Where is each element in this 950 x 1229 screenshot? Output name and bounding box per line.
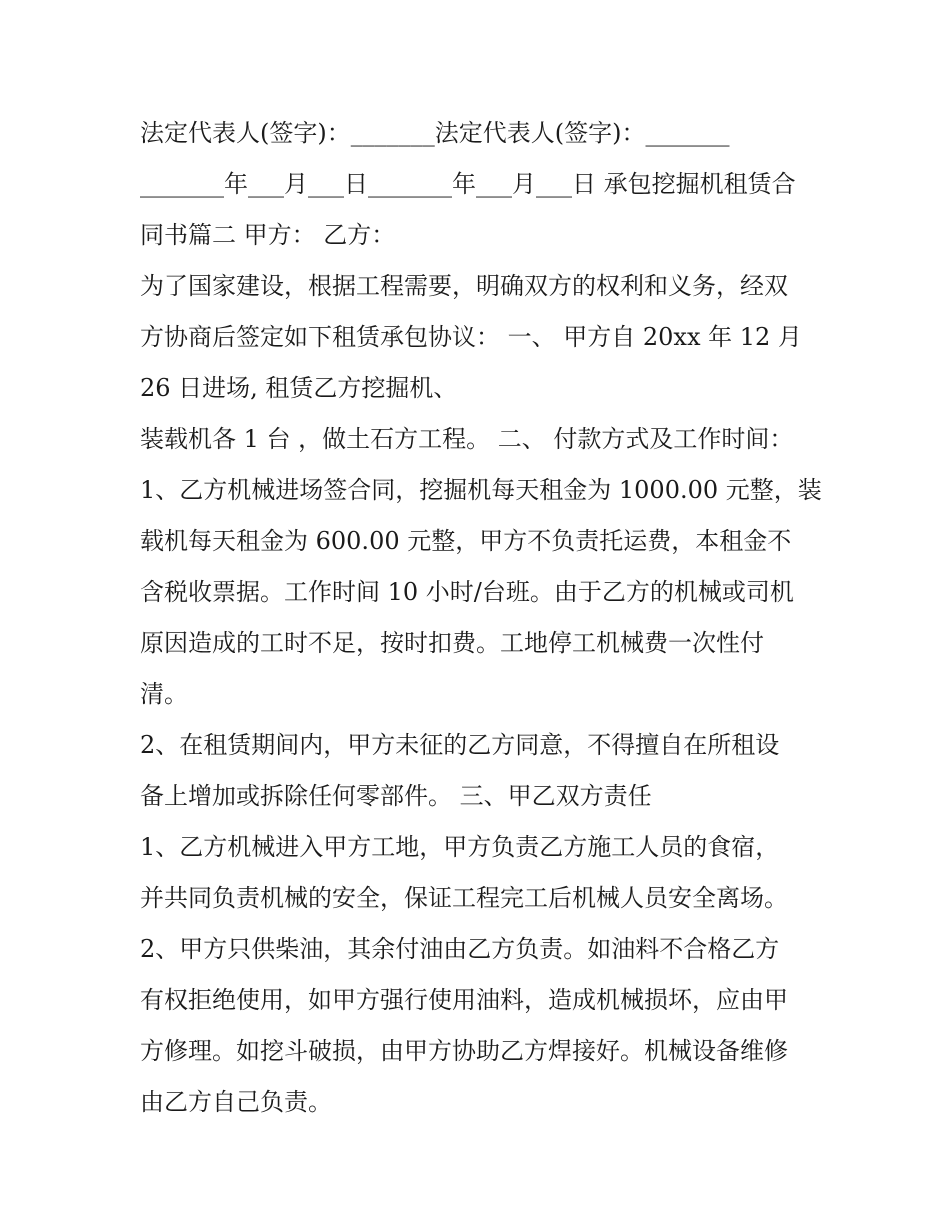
text-line: 26 日进场, 租赁乙方挖掘机、: [140, 374, 458, 402]
text-line: 1、乙方机械进入甲方工地，甲方负责乙方施工人员的食宿，: [140, 833, 780, 861]
text-line: 原因造成的工时不足，按时扣费。工地停工机械费一次性付: [140, 629, 764, 657]
text-line-signature: 法定代表人(签字)：_______法定代表人(签字)：_______: [140, 119, 730, 147]
document-body: [140, 108, 820, 1128]
text-line: 装载机各 1 台 ，做土石方工程。 二、 付款方式及工作时间：: [140, 425, 794, 453]
text-line-parties: 同书篇二 甲方： 乙方：: [140, 221, 396, 249]
text-line: 含税收票据。工作时间 10 小时/台班。由于乙方的机械或司机: [140, 578, 794, 606]
text-line: 1、乙方机械进场签合同，挖掘机每天租金为 1000.00 元整，装: [140, 476, 822, 504]
text-line: 清。: [140, 680, 188, 708]
text-line: 有权拒绝使用，如甲方强行使用油料，造成机械损坏，应由甲: [140, 986, 788, 1014]
text-line: 2、甲方只供柴油，其余付油由乙方负责。如油料不合格乙方: [140, 935, 780, 963]
text-line: 并共同负责机械的安全，保证工程完工后机械人员安全离场。: [140, 884, 788, 912]
text-line: 由乙方自己负责。: [140, 1088, 332, 1116]
text-line: 备上增加或拆除任何零部件。 三、甲乙双方责任: [140, 782, 652, 810]
text-line: 为了国家建设，根据工程需要，明确双方的权利和义务，经双: [140, 272, 788, 300]
text-line: 方协商后签定如下租赁承包协议： 一、 甲方自 20xx 年 12 月: [140, 323, 802, 351]
text-line: 方修理。如挖斗破损，由甲方协助乙方焊接好。机械设备维修: [140, 1037, 788, 1065]
text-line: 2、在租赁期间内，甲方未征的乙方同意，不得擅自在所租设: [140, 731, 780, 759]
text-line: 载机每天租金为 600.00 元整，甲方不负责托运费，本租金不: [140, 527, 792, 555]
text-line-date-title: _______年___月___日_______年___月___日 承包挖掘机租赁合: [140, 170, 796, 198]
